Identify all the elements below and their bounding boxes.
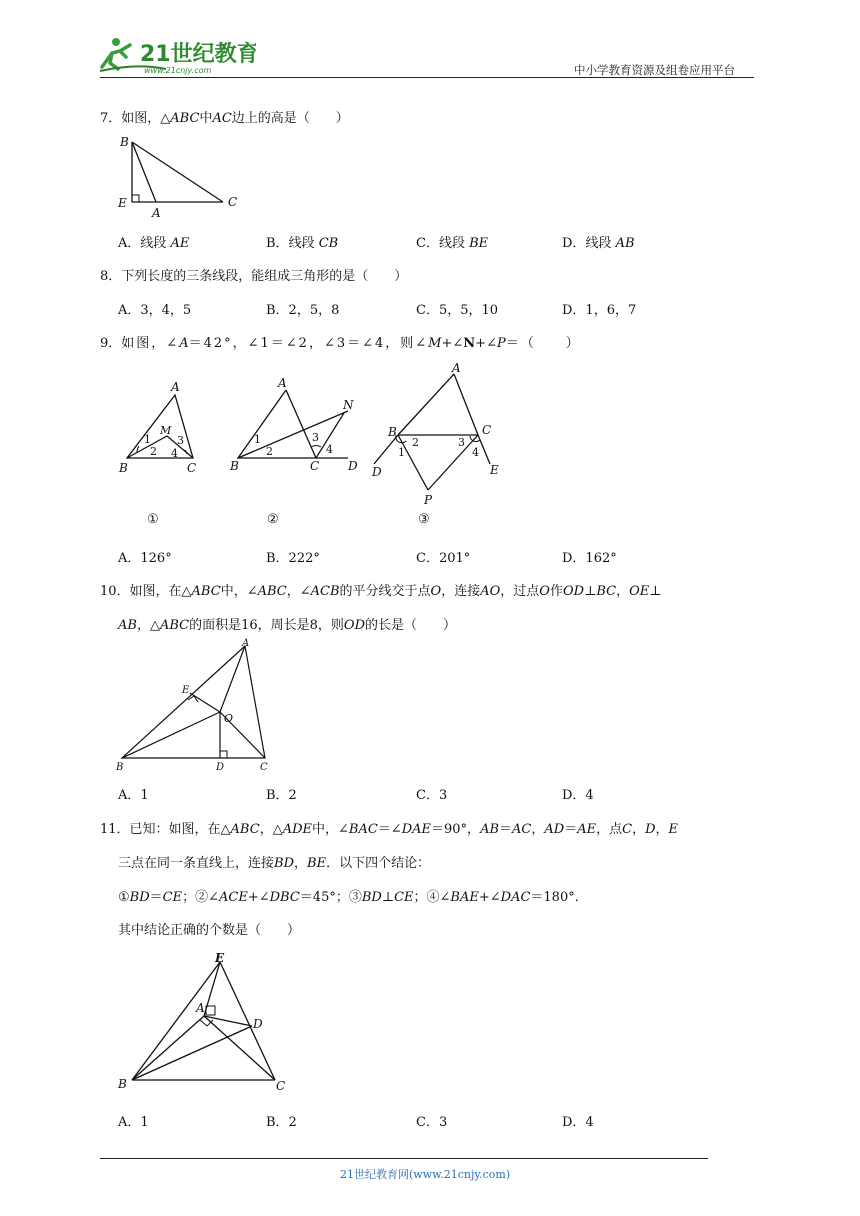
- stem-segment: AC: [512, 822, 532, 837]
- svg-text:A: A: [452, 362, 461, 375]
- svg-text:A: A: [242, 638, 250, 649]
- stem-segment: C: [622, 822, 633, 837]
- svg-text:C: C: [228, 195, 238, 209]
- q10-stem-line2: [118, 614, 456, 633]
- stem-segment: O: [430, 584, 442, 599]
- q8-option-c[interactable]: C．5，5，10: [416, 303, 499, 318]
- q9-figure-3: [368, 362, 508, 507]
- stem-segment: ，: [294, 856, 308, 871]
- svg-text:E: E: [118, 196, 127, 210]
- stem-segment: AD: [544, 822, 565, 837]
- svg-text:3: 3: [312, 431, 319, 444]
- svg-text:A: A: [152, 206, 161, 220]
- svg-text:E: E: [490, 463, 499, 477]
- stem-segment: ＝45°；③: [299, 890, 362, 905]
- stem-segment: ACE: [219, 890, 248, 905]
- q11-stem-line1: [100, 818, 678, 837]
- header-divider: [100, 77, 754, 78]
- stem-segment: ACB: [310, 584, 340, 599]
- stem-segment: ，过点: [500, 584, 540, 599]
- q10-option-c[interactable]: C．3: [416, 788, 448, 803]
- svg-text:C: C: [260, 762, 268, 773]
- q10-option-b[interactable]: B．2: [266, 788, 297, 803]
- svg-text:A: A: [278, 376, 287, 390]
- logo-runner-icon: [96, 33, 256, 77]
- svg-text:21世纪教育: 21世纪教育: [140, 42, 256, 67]
- stem-segment: ABC: [230, 822, 260, 837]
- stem-segment: ⊥: [649, 584, 662, 599]
- q11-option-d[interactable]: D．4: [562, 1115, 594, 1130]
- svg-text:D: D: [253, 1017, 263, 1031]
- svg-text:2: 2: [150, 445, 157, 458]
- stem-segment: 作: [549, 584, 563, 599]
- q9-figure-3-label: ③: [418, 512, 430, 527]
- stem-segment: ABC: [159, 618, 190, 633]
- q9-option-d[interactable]: D．162°: [562, 551, 617, 566]
- svg-text:C: C: [187, 461, 197, 475]
- stem-segment: ，△: [136, 618, 160, 633]
- stem-segment: ＝: [149, 890, 163, 905]
- q7-stem: 7．如图，△ABC中AC边上的高是（ ）: [100, 111, 349, 126]
- svg-text:D: D: [348, 459, 358, 473]
- stem-segment: ，: [655, 822, 669, 837]
- stem-segment: 11．已知：如图，在△: [100, 822, 231, 837]
- stem-segment: OD: [562, 584, 585, 599]
- stem-segment: DAC: [500, 890, 531, 905]
- svg-text:B: B: [120, 135, 129, 149]
- stem-segment: +∠: [247, 890, 270, 905]
- stem-segment: CE: [162, 890, 183, 905]
- svg-text:4: 4: [472, 446, 479, 459]
- stem-segment: ABC: [257, 584, 287, 599]
- stem-segment: ＝∠: [377, 822, 402, 837]
- q11-question: 其中结论正确的个数是（ ）: [118, 923, 301, 938]
- stem-segment: ；②∠: [182, 890, 219, 905]
- svg-text:M: M: [160, 424, 172, 437]
- q11-figure: [112, 946, 302, 1096]
- q9-figure-1: [115, 380, 205, 475]
- stem-segment: BAC: [348, 822, 378, 837]
- stem-segment: AE: [577, 822, 597, 837]
- stem-segment: ＝180°．: [530, 890, 588, 905]
- svg-text:3: 3: [458, 436, 465, 449]
- stem-segment: AO: [480, 584, 501, 599]
- q11-conclusions: [118, 886, 588, 905]
- svg-text:1: 1: [398, 446, 405, 459]
- svg-text:C: C: [482, 423, 492, 437]
- q8-option-d[interactable]: D．1，6，7: [562, 303, 637, 318]
- stem-segment: O: [539, 584, 550, 599]
- svg-text:D: D: [372, 465, 382, 479]
- q7-figure: [110, 132, 250, 222]
- stem-segment: BD: [274, 856, 294, 871]
- q8-option-b[interactable]: B．2，5，8: [266, 303, 340, 318]
- header-platform-text: 中小学教育资源及组卷应用平台: [574, 63, 735, 77]
- q7-option-d[interactable]: D．线段 AB: [562, 236, 635, 251]
- q10-option-a[interactable]: A．1: [118, 788, 149, 803]
- stem-segment: +∠: [478, 890, 501, 905]
- q7-option-a[interactable]: A．线段 AE: [118, 236, 190, 251]
- q9-figure-2-label: ②: [267, 512, 279, 527]
- q10-stem-line1: [100, 580, 661, 599]
- svg-text:B: B: [388, 425, 397, 439]
- svg-text:2: 2: [266, 445, 273, 458]
- stem-segment: ，∠: [286, 584, 311, 599]
- q7-option-c[interactable]: C．线段 BE: [416, 236, 489, 251]
- q9-option-c[interactable]: C．201°: [416, 551, 471, 566]
- svg-text:www.21cnjy.com: www.21cnjy.com: [144, 66, 212, 75]
- stem-segment: ．以下四个结论：: [326, 856, 431, 871]
- svg-text:P: P: [424, 493, 433, 507]
- svg-text:B: B: [119, 461, 128, 475]
- q10-option-d[interactable]: D．4: [562, 788, 594, 803]
- svg-text:E: E: [215, 951, 225, 965]
- q7-option-b[interactable]: B．线段 CB: [266, 236, 339, 251]
- svg-text:2: 2: [412, 436, 419, 449]
- svg-text:3: 3: [177, 434, 184, 447]
- svg-text:A: A: [196, 1001, 205, 1015]
- q9-figure-2: [226, 373, 366, 473]
- stem-segment: ，△: [259, 822, 283, 837]
- stem-segment: ⊥: [381, 890, 395, 905]
- svg-text:B: B: [116, 762, 124, 773]
- svg-text:1: 1: [254, 433, 261, 446]
- stem-segment: ＝: [499, 822, 513, 837]
- svg-text:C: C: [310, 459, 320, 473]
- stem-segment: BD: [361, 890, 382, 905]
- stem-segment: ，: [616, 584, 630, 599]
- q10-figure: [110, 636, 270, 776]
- svg-text:B: B: [230, 459, 239, 473]
- stem-segment: OE: [629, 584, 650, 599]
- stem-segment: AB: [480, 822, 500, 837]
- logo: [96, 33, 256, 77]
- svg-text:A: A: [171, 380, 180, 394]
- svg-text:D: D: [216, 762, 225, 773]
- stem-segment: 的平分线交于点: [339, 584, 431, 599]
- stem-segment: 10．如图，在△: [100, 584, 192, 599]
- q9-option-b[interactable]: B．222°: [266, 551, 320, 566]
- stem-segment: D: [645, 822, 656, 837]
- stem-segment: OD: [343, 618, 366, 633]
- q11-option-c[interactable]: C．3: [416, 1115, 448, 1130]
- stem-segment: ＝: [564, 822, 578, 837]
- stem-segment: ⊥: [584, 584, 597, 599]
- q11-stem-line2: [118, 852, 430, 871]
- stem-segment: DAE: [401, 822, 432, 837]
- stem-segment: BE: [307, 856, 327, 871]
- svg-text:N: N: [343, 398, 354, 412]
- stem-segment: ，点: [596, 822, 623, 837]
- q9-figure-1-label: ①: [147, 512, 159, 527]
- svg-text:4: 4: [326, 443, 333, 456]
- svg-text:B: B: [118, 1077, 127, 1091]
- stem-segment: E: [668, 822, 679, 837]
- svg-text:E: E: [182, 685, 190, 696]
- footer-link[interactable]: 21世纪教育网(www.21cnjy.com): [340, 1168, 511, 1181]
- stem-segment: ADE: [282, 822, 312, 837]
- q8-stem: 8．下列长度的三条线段，能组成三角形的是（ ）: [100, 269, 408, 284]
- stem-segment: 的面积是16，周长是8，则: [189, 618, 344, 633]
- svg-text:4: 4: [171, 447, 178, 460]
- stem-segment: ，连接: [441, 584, 481, 599]
- q11-option-b[interactable]: B．2: [266, 1115, 297, 1130]
- stem-segment: BAE: [450, 890, 479, 905]
- q11-option-a[interactable]: A．1: [118, 1115, 149, 1130]
- stem-segment: ＝90°，: [431, 822, 481, 837]
- svg-text:O: O: [224, 712, 234, 725]
- q8-option-a[interactable]: A．3，4，5: [118, 303, 192, 318]
- svg-text:C: C: [276, 1079, 286, 1093]
- stem-segment: 中，∠: [220, 584, 258, 599]
- stem-segment: ；④∠: [413, 890, 451, 905]
- stem-segment: 的长是（ ）: [365, 618, 457, 633]
- stem-segment: BC: [596, 584, 617, 599]
- stem-segment: ①: [118, 890, 130, 905]
- stem-segment: BD: [129, 890, 150, 905]
- stem-segment: CE: [394, 890, 414, 905]
- stem-segment: ABC: [191, 584, 221, 599]
- stem-segment: 三点在同一条直线上，连接: [118, 856, 275, 871]
- stem-segment: ，: [531, 822, 545, 837]
- svg-text:1: 1: [144, 433, 151, 446]
- q9-stem: 9．如图，∠A＝42°，∠1＝∠2，∠3＝∠4，则∠M+∠N+∠P＝（ ）: [100, 336, 581, 351]
- stem-segment: ，: [632, 822, 646, 837]
- q9-option-a[interactable]: A．126°: [118, 551, 172, 566]
- stem-segment: DBC: [269, 890, 300, 905]
- stem-segment: AB: [118, 618, 137, 633]
- footer-divider: [100, 1158, 708, 1159]
- stem-segment: 中，∠: [312, 822, 349, 837]
